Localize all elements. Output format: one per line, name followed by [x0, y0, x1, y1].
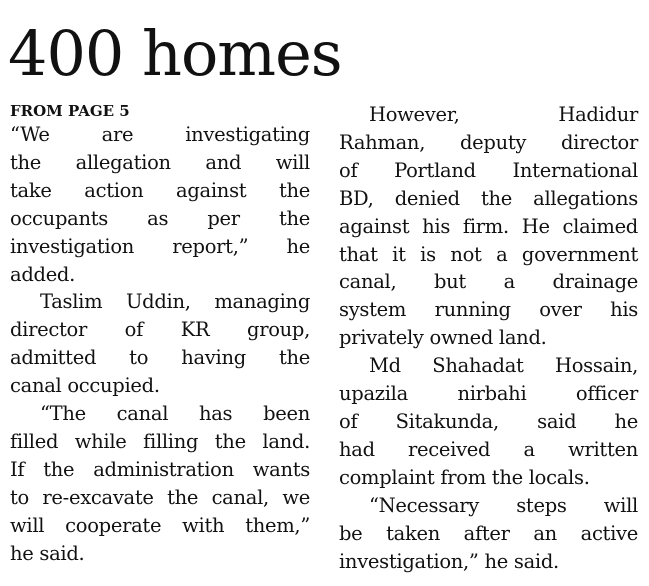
- text-line: filled while filling the land.: [10, 429, 310, 453]
- text-line: of Sitakunda, said he: [339, 409, 638, 433]
- paragraph-1: [10, 121, 310, 288]
- text-line: complaint from the locals.: [339, 465, 590, 489]
- paragraph-4: [339, 101, 638, 352]
- text-line: “We are investigating: [10, 123, 310, 146]
- text-line: “The canal has been: [40, 402, 310, 426]
- text-line: upazila nirbahi officer: [339, 382, 638, 406]
- continuation-kicker: FROM PAGE 5: [10, 102, 130, 120]
- text-line: admitted to having the: [10, 346, 310, 370]
- text-line: of Portland International: [339, 158, 638, 182]
- text-line: investigation,” he said.: [339, 549, 559, 573]
- text-line: against his firm. He claimed: [339, 214, 638, 238]
- text-line: canal, but a drainage: [339, 270, 638, 294]
- text-line: will cooperate with them,”: [10, 513, 310, 537]
- text-line: he said.: [10, 541, 85, 565]
- article-column-right: [339, 101, 638, 575]
- text-line: be taken after an active: [339, 521, 638, 545]
- text-line: director of KR group,: [10, 318, 310, 342]
- headline: 400 homes: [8, 17, 342, 90]
- text-line: “Necessary steps will: [369, 493, 638, 517]
- text-line: If the administration wants: [10, 457, 310, 481]
- paragraph-3: [10, 400, 310, 567]
- text-line: the allegation and will: [10, 150, 310, 174]
- text-line: had received a written: [339, 437, 638, 461]
- text-line: canal occupied.: [10, 374, 160, 398]
- paragraph-5: [339, 352, 638, 492]
- paragraph-6: [339, 492, 638, 576]
- text-line: Md Shahadat Hossain,: [369, 354, 638, 378]
- article-column-left: [10, 101, 310, 568]
- text-line: BD, denied the allegations: [339, 186, 638, 210]
- text-line: added.: [10, 262, 76, 286]
- text-line: take action against the: [10, 178, 310, 202]
- text-line: privately owned land.: [339, 326, 547, 350]
- text-line: that it is not a government: [339, 242, 638, 266]
- text-line: Taslim Uddin, managing: [40, 290, 310, 314]
- text-line: occupants as per the: [10, 206, 310, 230]
- text-line: Rahman, deputy director: [339, 130, 638, 154]
- paragraph-2: [10, 288, 310, 400]
- text-line: However, Hadidur: [369, 103, 638, 126]
- text-line: system running over his: [339, 298, 638, 322]
- text-line: investigation report,” he: [10, 234, 310, 258]
- text-line: to re-excavate the canal, we: [10, 485, 310, 509]
